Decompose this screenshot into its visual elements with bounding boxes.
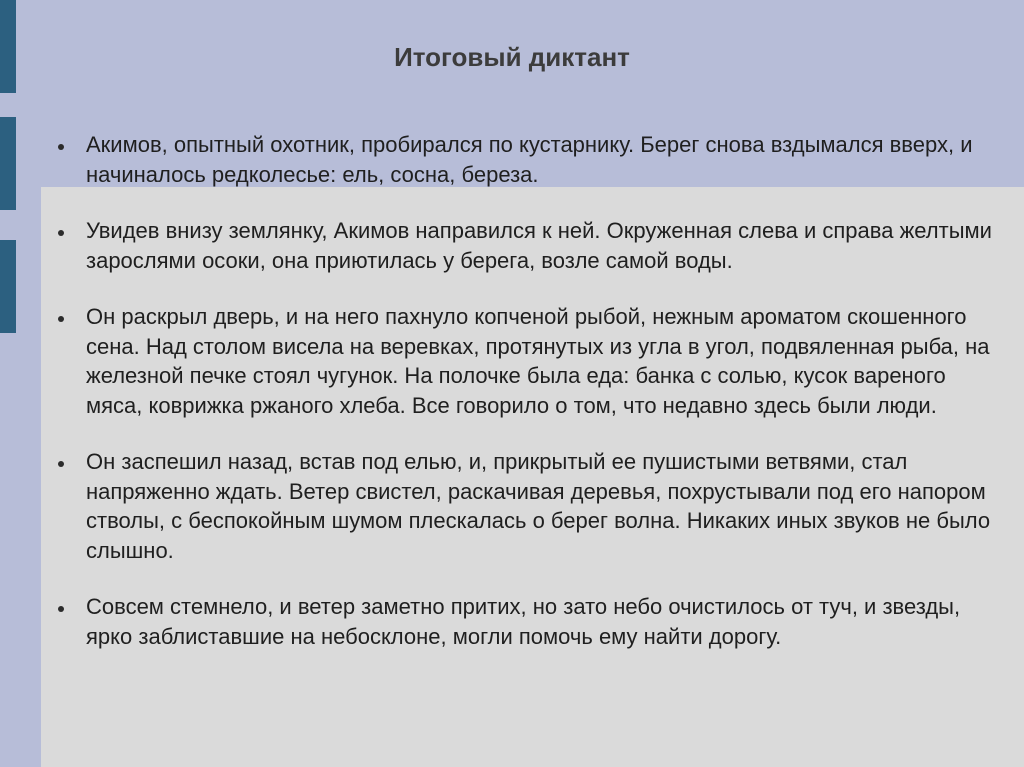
bullet-item bbox=[58, 302, 1008, 420]
bullet-dot-icon bbox=[58, 144, 64, 150]
accent-bar-middle bbox=[0, 117, 16, 210]
slide-left-border bbox=[0, 0, 16, 767]
bullet-text: Он заспешил назад, встав под елью, и, прикрытый ее пушистыми ветвями, стал напряженно ждать. Ветер свистел, раскачивая деревья, похрустывали под его напором стволы, с беспокойным шумом плескалась о берег волна. Никаких иных звуков не было слышно. bbox=[86, 449, 991, 563]
bullet-text: Акимов, опытный охотник, пробирался по кустарнику. Берег снова вздымался вверх, и начиналось редколесье: ель, сосна, береза. bbox=[86, 132, 973, 187]
accent-bar-bottom bbox=[0, 240, 16, 333]
bullet-item bbox=[58, 447, 1008, 565]
bullet-dot-icon bbox=[58, 316, 64, 322]
bullet-item bbox=[58, 130, 1008, 189]
bullet-dot-icon bbox=[58, 230, 64, 236]
bullet-text: Увидев внизу землянку, Акимов направился к ней. Окруженная слева и справа желтыми зарослями осоки, она приютилась у берега, возле самой воды. bbox=[86, 218, 992, 273]
bullet-list bbox=[58, 130, 1008, 651]
bullet-text: Он раскрыл дверь, и на него пахнуло копченой рыбой, нежным ароматом скошенного сена. Над столом висела на веревках, протянутых из угла в угол, подвяленная рыба, на железной печке стоял чугунок. На полочке была еда: банка с солью, кусок вареного мяса, коврижка ржаного хлеба. Все говорило о том, что недавно здесь были люди. bbox=[86, 304, 990, 418]
slide-title: Итоговый диктант bbox=[394, 42, 630, 72]
bullet-item bbox=[58, 216, 1008, 275]
bullet-dot-icon bbox=[58, 606, 64, 612]
bullet-item bbox=[58, 592, 1008, 651]
bullet-text: Совсем стемнело, и ветер заметно притих, но зато небо очистилось от туч, и звезды, ярко заблиставшие на небосклоне, могли помочь ему найти дорогу. bbox=[86, 594, 961, 649]
bullet-dot-icon bbox=[58, 461, 64, 467]
